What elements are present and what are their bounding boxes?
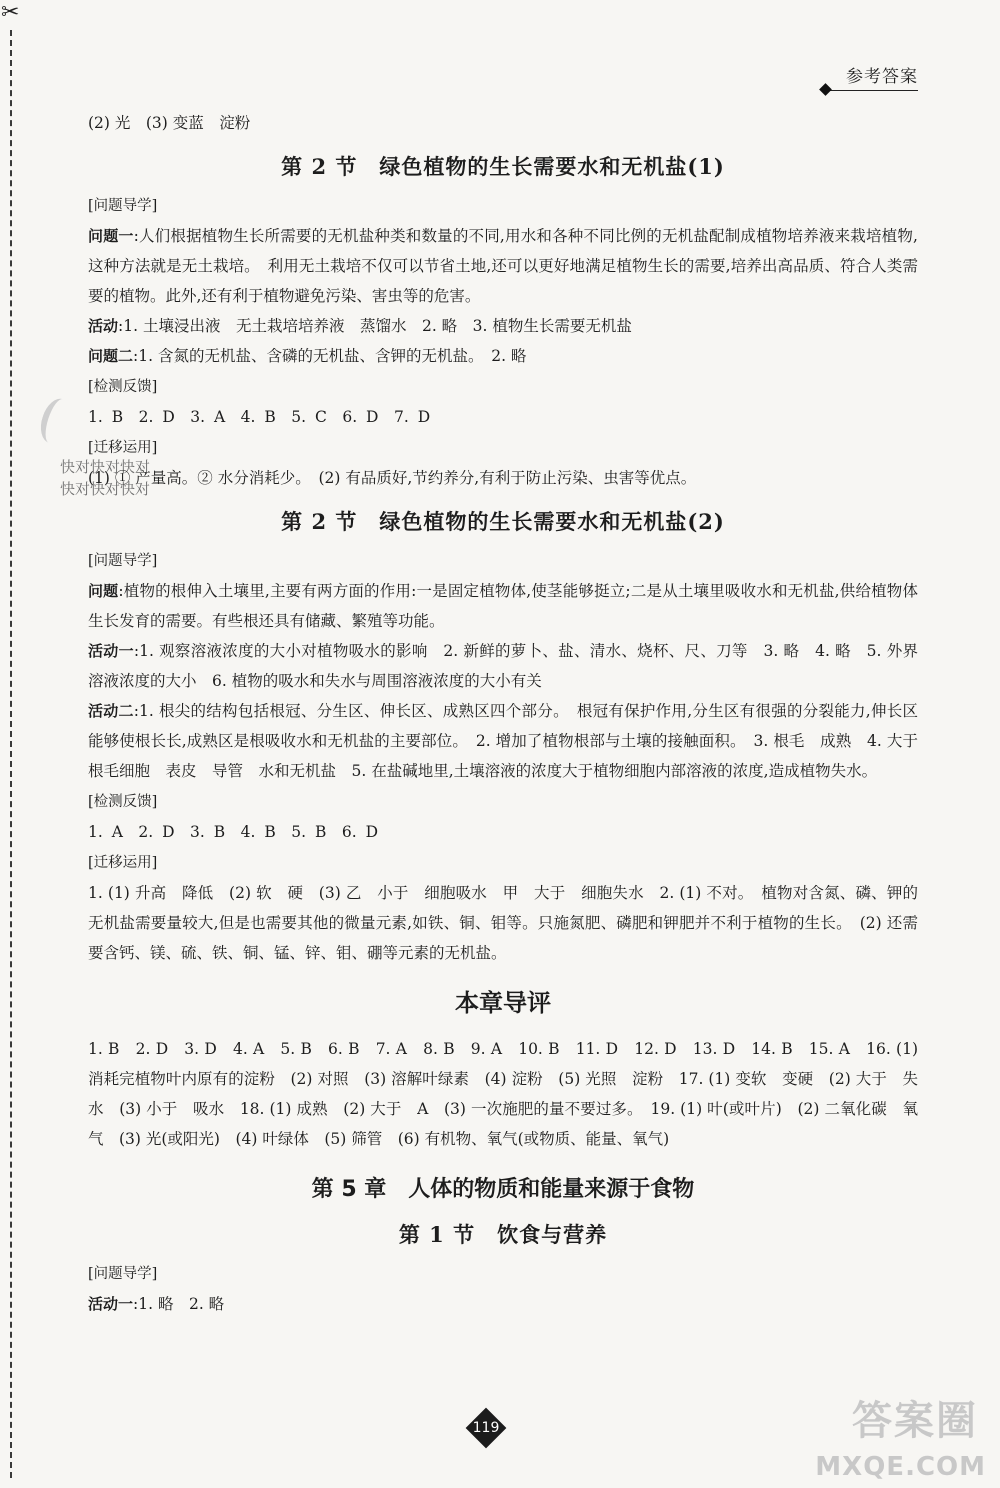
paragraph: 问题二:1. 含氮的无机盐、含磷的无机盐、含钾的无机盐。 2. 略 [88,347,527,365]
section-title: 第 1 节 饮食与营养 [398,1222,608,1247]
answer-line: 1. B 2. D 3. A 4. B 5. C 6. D 7. D [88,408,431,426]
paragraph: 活动:1. 土壤浸出液 无土栽培培养液 蒸馏水 2. 略 3. 植物生长需要无机盐 [88,317,632,335]
section-tag: [迁移运用] [88,855,158,871]
watermark-mark [36,395,77,447]
header-diamond-icon [819,83,832,96]
site-logo: 答案圈 [852,1398,978,1444]
paragraph: 问题一:人们根据植物生长所需要的无机盐种类和数量的不同,用水和各种不同比例的无机盐配制成植物培养液来栽培植物,这种方法就是无土栽培。 利用无土栽培不仅可以节省土地,还可以更好地满足植物生长的需要,培养出高品质、符合人类需要的植物。此外,还有利于植物避免污染、害虫等的危害。 [88,227,918,305]
cut-line [10,30,12,1478]
section-tag: [检测反馈] [88,379,158,395]
site-logo-url: MXQE.COM [815,1452,986,1482]
answer-line: (1) ① 产量高。② 水分消耗少。 (2) 有品质好,节约养分,有利于防止污染、虫害等优点。 [88,469,697,487]
paragraph: 活动一:1. 略 2. 略 [88,1295,225,1313]
header-label: 参考答案 [846,67,918,87]
chapter-title: 第 5 章 人体的物质和能量来源于食物 [311,1177,695,1202]
watermark: 快对快对快对 快对快对快对 [60,458,151,498]
paragraph: 问题:植物的根伸入土壤里,主要有两方面的作用:一是固定植物体,使茎能够挺立;二是从土壤里吸收水和无机盐,供给植物体生长发育的需要。有些根还具有储藏、繁殖等功能。 [88,582,918,630]
section-title: 第 2 节 绿色植物的生长需要水和无机盐(1) [281,154,725,179]
paragraph: 活动二:1. 根尖的结构包括根冠、分生区、伸长区、成熟区四个部分。 根冠有保护作用,分生区有很强的分裂能力,伸长区能够使根长长,成熟区是根吸收水和无机盐的主要部位。 2. 增加了植物根部与土壤的接触面积。 3. 根毛 成熟 4. 大于 根毛细胞 表皮 导管 水和无机盐 5. 在盐碱地里,土壤溶液的浓度大于植物细胞内部溶液的浓度,造成植物失水。 [88,702,934,780]
section-tag: [问题导学] [88,1266,158,1282]
section-tag: [问题导学] [88,198,158,214]
header-rule [826,90,918,91]
answer-line: 1. A 2. D 3. B 4. B 5. B 6. D [88,823,379,841]
section-tag: [问题导学] [88,553,158,569]
section-tag: [迁移运用] [88,440,158,456]
section-tag: [检测反馈] [88,794,158,810]
running-header [846,62,918,87]
answer-line: 1. (1) 升高 降低 (2) 软 硬 (3) 乙 小于 细胞吸水 甲 大于 细胞失水 2. (1) 不对。 植物对含氮、磷、钾的无机盐需要量较大,但是也需要其他的微量元素,如铁、铜、钼等。只施氮肥、磷肥和钾肥并不利于植物的生长。 (2) 还需要含钙、镁、硫、铁、铜、锰、锌、钼、硼等元素的无机盐。 [88,884,918,962]
review-answers: 1. B 2. D 3. D 4. A 5. B 6. B 7. A 8. B 9. A 10. B 11. D 12. D 13. D 14. B 15. A 16. (1) 消耗完植物叶内原有的淀粉 (2) 对照 (3) 溶解叶绿素 (4) 淀粉 (5) 光照 淀粉 17. (1) 变软 变硬 (2) 大于 失水 (3) 小于 吸水 18. (1) 成熟 (2) 大于 A (3) 一次施肥的量不要过多。 19. (1) 叶(或叶片) (2) 二氧化碳 氧气 (3) 光(或阳光) (4) 叶绿体 (5) 筛管 (6) 有机物、氧气(或物质、能量、氧气) [88,1040,918,1148]
top-line: (2) 光 (3) 变蓝 淀粉 [88,114,251,132]
paragraph: 活动一:1. 观察溶液浓度的大小对植物吸水的影响 2. 新鲜的萝卜、盐、清水、烧杯、尺、刀等 3. 略 4. 略 5. 外界溶液浓度的大小 6. 植物的吸水和失水与周围溶液浓度的大小有关 [88,642,918,690]
section-title: 第 2 节 绿色植物的生长需要水和无机盐(2) [281,509,725,534]
review-title: 本章导评 [455,989,551,1017]
page-number: 119 [466,1408,506,1448]
answer-content [88,108,934,1319]
scissors-icon: ✂ [1,0,20,25]
